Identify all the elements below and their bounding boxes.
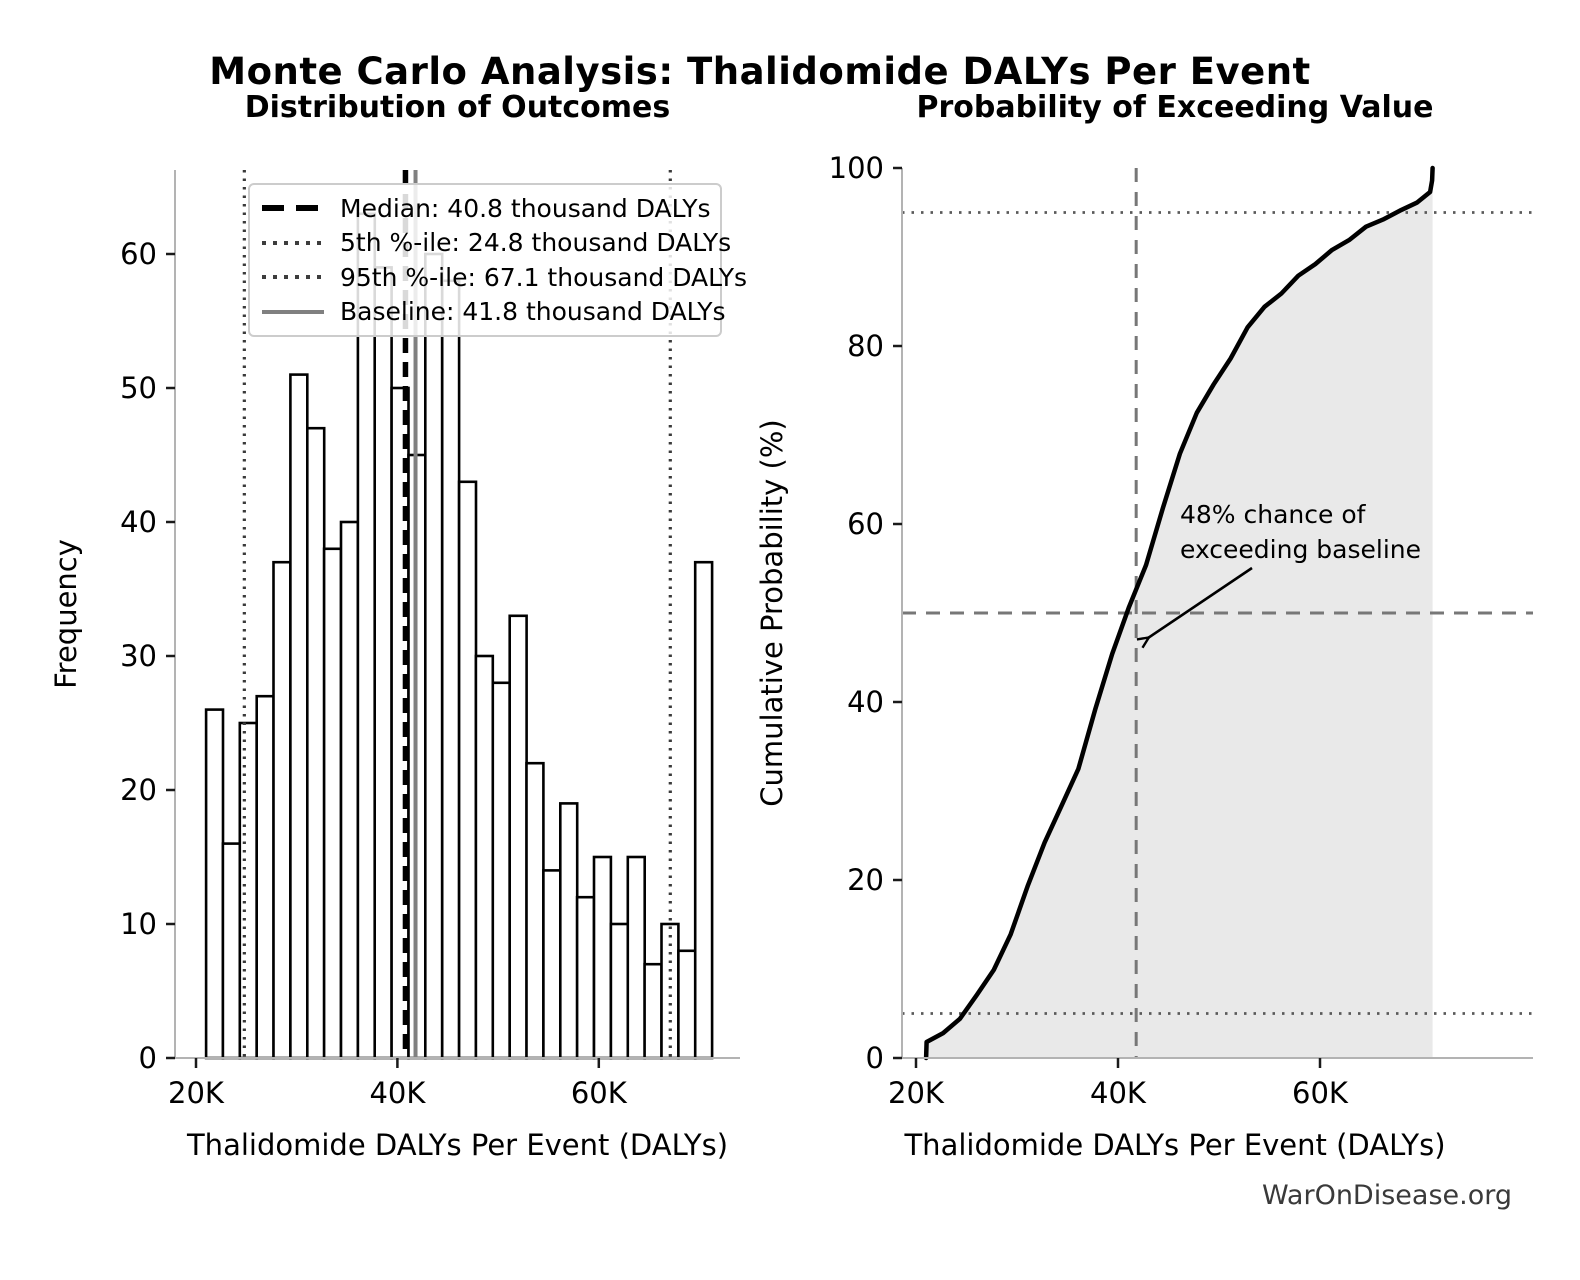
legend-item-95th-percentile bbox=[262, 262, 748, 292]
x-tick-label: 20K bbox=[888, 1076, 944, 1110]
x-tick-label: 20K bbox=[168, 1076, 224, 1110]
x-tick-label: 40K bbox=[1090, 1076, 1146, 1110]
y-tick-label: 100 bbox=[828, 151, 884, 185]
legend-label: Baseline: 41.8 thousand DALYs bbox=[340, 297, 726, 327]
percentile95-dotted-line-sample bbox=[262, 275, 324, 279]
percentile5-dotted-line-sample bbox=[262, 241, 324, 245]
y-tick-label: 0 bbox=[138, 1041, 157, 1075]
legend-item-5th-percentile bbox=[262, 228, 732, 258]
legend-label: 95th %-ile: 67.1 thousand DALYs bbox=[340, 262, 748, 292]
y-tick-label: 60 bbox=[120, 237, 157, 271]
y-tick-label: 20 bbox=[120, 773, 157, 807]
y-tick-label: 50 bbox=[120, 371, 157, 405]
histogram-y-axis-label: Frequency bbox=[49, 539, 83, 689]
y-tick-label: 80 bbox=[847, 329, 884, 363]
main-title: Monte Carlo Analysis: Thalidomide DALYs Per Event bbox=[209, 50, 1311, 93]
exceed-baseline-annotation bbox=[1180, 498, 1510, 567]
histogram-x-axis-label: Thalidomide DALYs Per Event (DALYs) bbox=[186, 1128, 729, 1162]
cdf-x-axis-label: Thalidomide DALYs Per Event (DALYs) bbox=[904, 1128, 1446, 1162]
legend-item-baseline bbox=[262, 297, 726, 327]
y-tick-label: 40 bbox=[120, 505, 157, 539]
x-tick-label: 60K bbox=[1292, 1076, 1348, 1110]
legend-label: 5th %-ile: 24.8 thousand DALYs bbox=[340, 228, 732, 258]
median-dashed-line-sample bbox=[262, 205, 324, 211]
y-tick-label: 0 bbox=[865, 1041, 884, 1075]
legend-item-median bbox=[262, 193, 711, 223]
baseline-solid-line-sample bbox=[262, 310, 324, 314]
histogram-title: Distribution of Outcomes bbox=[244, 90, 671, 125]
legend-label: Median: 40.8 thousand DALYs bbox=[340, 193, 711, 223]
y-tick-label: 40 bbox=[847, 685, 884, 719]
cdf-title: Probability of Exceeding Value bbox=[916, 90, 1434, 125]
annotation-line1: 48% chance of bbox=[1180, 500, 1366, 529]
annotation-line2: exceeding baseline bbox=[1180, 534, 1421, 564]
y-tick-label: 20 bbox=[847, 863, 884, 897]
y-tick-label: 10 bbox=[120, 907, 157, 941]
y-tick-label: 60 bbox=[847, 507, 884, 541]
x-tick-label: 40K bbox=[369, 1076, 426, 1110]
cdf-y-axis-label: Cumulative Probability (%) bbox=[755, 419, 789, 807]
x-tick-label: 60K bbox=[570, 1076, 627, 1110]
legend-box bbox=[248, 183, 748, 337]
watermark-text: WarOnDisease.org bbox=[1261, 1180, 1512, 1211]
y-tick-label: 30 bbox=[120, 639, 157, 673]
